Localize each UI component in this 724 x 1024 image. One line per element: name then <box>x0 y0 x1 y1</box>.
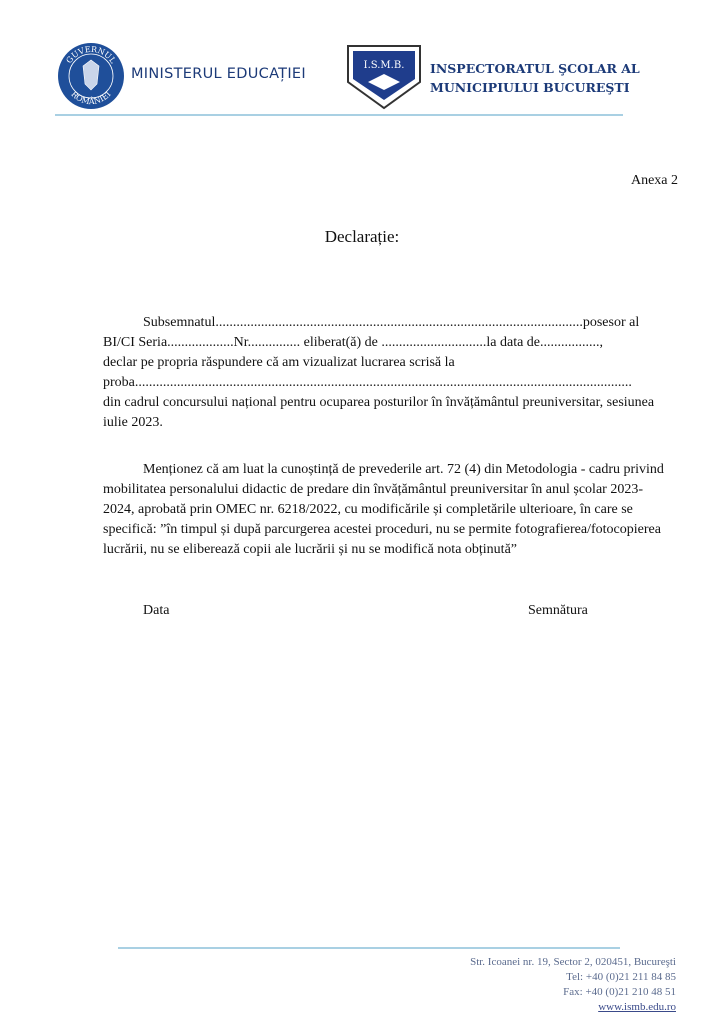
paragraph-line: BI/CI Seria...................Nr............... eliberat(ă) de ..............................la data de................., <box>103 335 604 350</box>
inspectorate-name-line2: MUNICIPIULUI BUCUREŞTI <box>430 80 630 95</box>
paragraph-line: mobilitatea personalului didactic de predare din învățământul preuniversitar în anul școlar 2023- <box>103 482 643 497</box>
paragraph-line: din cadrul concursului național pentru ocuparea posturilor în învățământul preuniversitar, sesiunea <box>103 395 655 410</box>
ministry-name: MINISTERUL EDUCAȚIEI <box>131 66 306 82</box>
header-divider <box>55 114 623 116</box>
signature-label: Semnătura <box>528 603 588 618</box>
inspectorate-name-line1: INSPECTORATUL ŞCOLAR AL <box>430 61 640 76</box>
paragraph-line: 2024, aprobată prin OMEC nr. 6218/2022, cu modificările și completările ulterioare, în care se <box>103 502 633 517</box>
paragraph-line: Subsemnatul.........................................................................................................posesor al <box>143 315 640 330</box>
svg-text:I.S.M.B.: I.S.M.B. <box>363 60 405 71</box>
annex-label: Anexa 2 <box>630 173 678 188</box>
date-label: Data <box>143 603 170 618</box>
paragraph-line: declar pe propria răspundere că am vizualizat lucrarea scrisă la <box>103 355 455 370</box>
footer-fax: Fax: +40 (0)21 210 48 51 <box>563 986 676 998</box>
document-title: Declarație: <box>324 227 400 246</box>
paragraph-line: specifică: ”în timpul și după parcurgerea acestei proceduri, nu se permite fotografierea/fotocopierea <box>103 522 661 537</box>
paragraph-line: proba.............................................................................................................................................. <box>103 375 632 390</box>
ismb-shield-logo <box>346 44 422 110</box>
footer-tel: Tel: +40 (0)21 211 84 85 <box>566 971 676 983</box>
footer-website-link[interactable]: www.ismb.edu.ro <box>598 1001 676 1013</box>
footer-address: Str. Icoanei nr. 19, Sector 2, 020451, Bucureşti <box>470 956 676 968</box>
svg-text:GUVERNUL: GUVERNUL <box>64 44 118 66</box>
paragraph-line: lucrării, nu se eliberează copii ale lucrării și nu se modifică nota obținută” <box>103 542 517 557</box>
paragraph-line: Menționez că am luat la cunoștință de prevederile art. 72 (4) din Metodologia - cadru privind <box>143 462 664 477</box>
government-seal-logo <box>57 42 125 110</box>
inspectorate-name <box>430 59 640 97</box>
paragraph-line: iulie 2023. <box>103 415 163 430</box>
svg-text:ROMÂNIEI: ROMÂNIEI <box>69 89 113 107</box>
footer-divider <box>118 947 620 949</box>
